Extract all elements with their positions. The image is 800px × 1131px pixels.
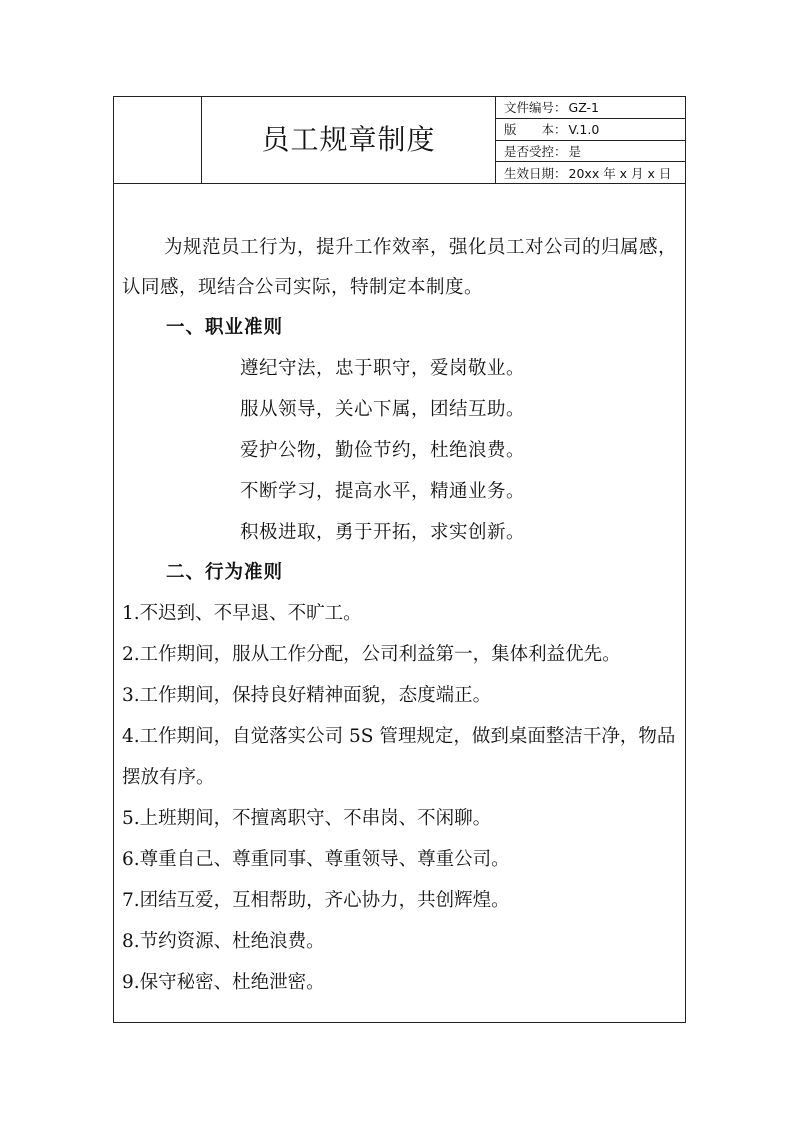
section-heading-professional-principles: 一、职业准则 — [166, 317, 284, 338]
behavior-rules-list — [122, 593, 682, 1003]
document-header-table — [113, 96, 686, 184]
professional-principles-list — [122, 348, 682, 553]
logo-cell — [114, 97, 202, 183]
meta-row-controlled — [496, 141, 685, 163]
intro-paragraph: 为规范员工行为，提升工作效率，强化员工对公司的归属感，认同感，现结合公司实际，特制定本制度。 — [122, 237, 678, 298]
document-body — [113, 183, 686, 1023]
list-item: 7.团结互爱，互相帮助，齐心协力，共创辉煌。 — [122, 890, 510, 911]
document-meta — [496, 97, 685, 183]
meta-label: 生效日期： — [504, 165, 567, 181]
meta-label: 文件编号： — [504, 100, 567, 116]
list-item: 爱护公物，勤俭节约，杜绝浪费。 — [240, 440, 526, 461]
meta-label: 是否受控： — [504, 143, 567, 159]
list-item: 5.上班期间，不擅离职守、不串岗、不闲聊。 — [122, 808, 492, 829]
list-item: 服从领导，关心下属，团结互助。 — [240, 399, 526, 420]
meta-value: 20xx 年 x 月 x 日 — [568, 165, 672, 181]
list-item: 4.工作期间，自觉落实公司 5S 管理规定，做到桌面整洁干净，物品摆放有序。 — [122, 726, 676, 788]
meta-row-version — [496, 119, 685, 141]
title-cell — [202, 97, 496, 183]
list-item: 3.工作期间，保持良好精神面貌，态度端正。 — [122, 685, 492, 706]
list-item: 2.工作期间，服从工作分配，公司利益第一，集体利益优先。 — [122, 644, 621, 665]
list-item: 积极进取，勇于开拓，求实创新。 — [240, 522, 526, 543]
list-item: 遵纪守法，忠于职守，爱岗敬业。 — [240, 358, 526, 379]
document-title: 员工规章制度 — [261, 123, 436, 156]
meta-row-effective-date — [496, 162, 685, 183]
list-item: 1.不迟到、不早退、不旷工。 — [122, 603, 362, 624]
meta-label: 版 本： — [504, 122, 567, 138]
meta-value: V.1.0 — [568, 121, 600, 137]
list-item: 6.尊重自己、尊重同事、尊重领导、尊重公司。 — [122, 849, 510, 870]
list-item: 8.节约资源、杜绝浪费。 — [122, 931, 325, 952]
meta-row-document-number — [496, 97, 685, 119]
meta-value: 是 — [568, 143, 582, 159]
meta-value: GZ-1 — [568, 99, 600, 115]
list-item: 9.保守秘密、杜绝泄密。 — [122, 972, 325, 993]
list-item: 不断学习，提高水平，精通业务。 — [240, 481, 526, 502]
section-heading-behavior-rules: 二、行为准则 — [166, 562, 284, 583]
document-content — [122, 228, 682, 1003]
